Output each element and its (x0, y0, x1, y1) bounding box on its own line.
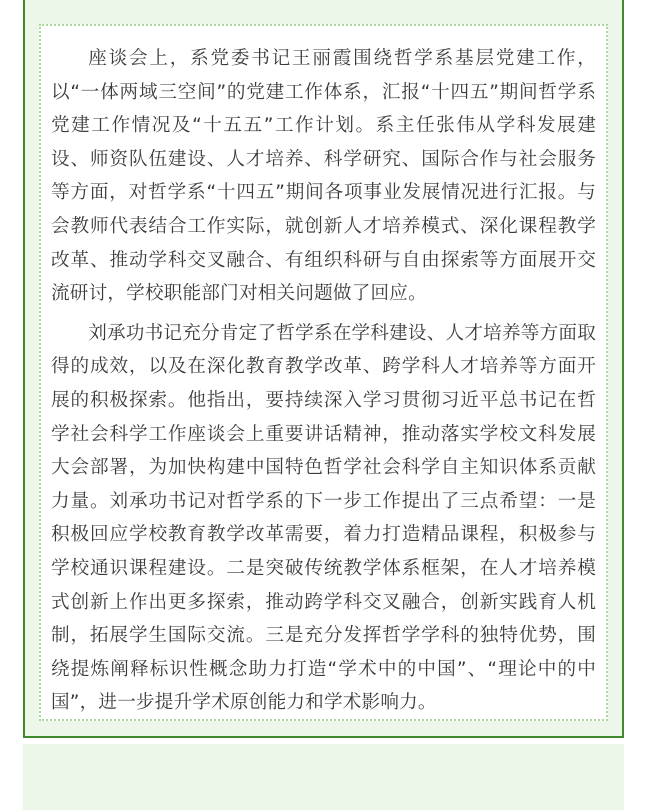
next-section-background (23, 744, 624, 810)
paragraph-symposium: 座谈会上，系党委书记王丽霞围绕哲学系基层党建工作，以“一体两域三空间”的党建工作体系，汇报“十四五”期间哲学系党建工作情况及“十五五”工作计划。系主任张伟从学科发展建设、师资队伍建设、人才培养、科学研究、国际合作与社会服务等方面，对哲学系“十四五”期间各项事业发展情况进行汇报。与会教师代表结合工作实际，就创新人才培养模式、深化课程教学改革、推动学科交叉融合、有组织科研与自由探索等方面展开交流研讨，学校职能部门对相关问题做了回应。 (51, 48, 596, 305)
paragraph-secretary-remarks: 刘承功书记充分肯定了哲学系在学科建设、人才培养等方面取得的成效，以及在深化教育教学改革、跨学科人才培养等方面开展的积极探索。他指出，要持续深入学习贯彻习近平总书记在哲学社会科学工作座谈会上重要讲话精神，推动落实学校文科发展大会部署，为加快构建中国特色哲学社会科学自主知识体系贡献力量。刘承功书记对哲学系的下一步工作提出了三点希望：一是积极回应学校教育教学改革需要，着力打造精品课程，积极参与学校通识课程建设。二是突破传统教学体系框架，在人才培养模式创新上作出更多探索，推动跨学科交叉融合，创新实践育人机制，拓展学生国际交流。三是充分发挥哲学学科的独特优势，围绕提炼阐释标识性概念助力打造“学术中的中国”、“理论中的中国”，进一步提升学术原创能力和学术影响力。 (51, 322, 596, 714)
article-body (39, 24, 608, 721)
article-frame (23, 0, 624, 738)
